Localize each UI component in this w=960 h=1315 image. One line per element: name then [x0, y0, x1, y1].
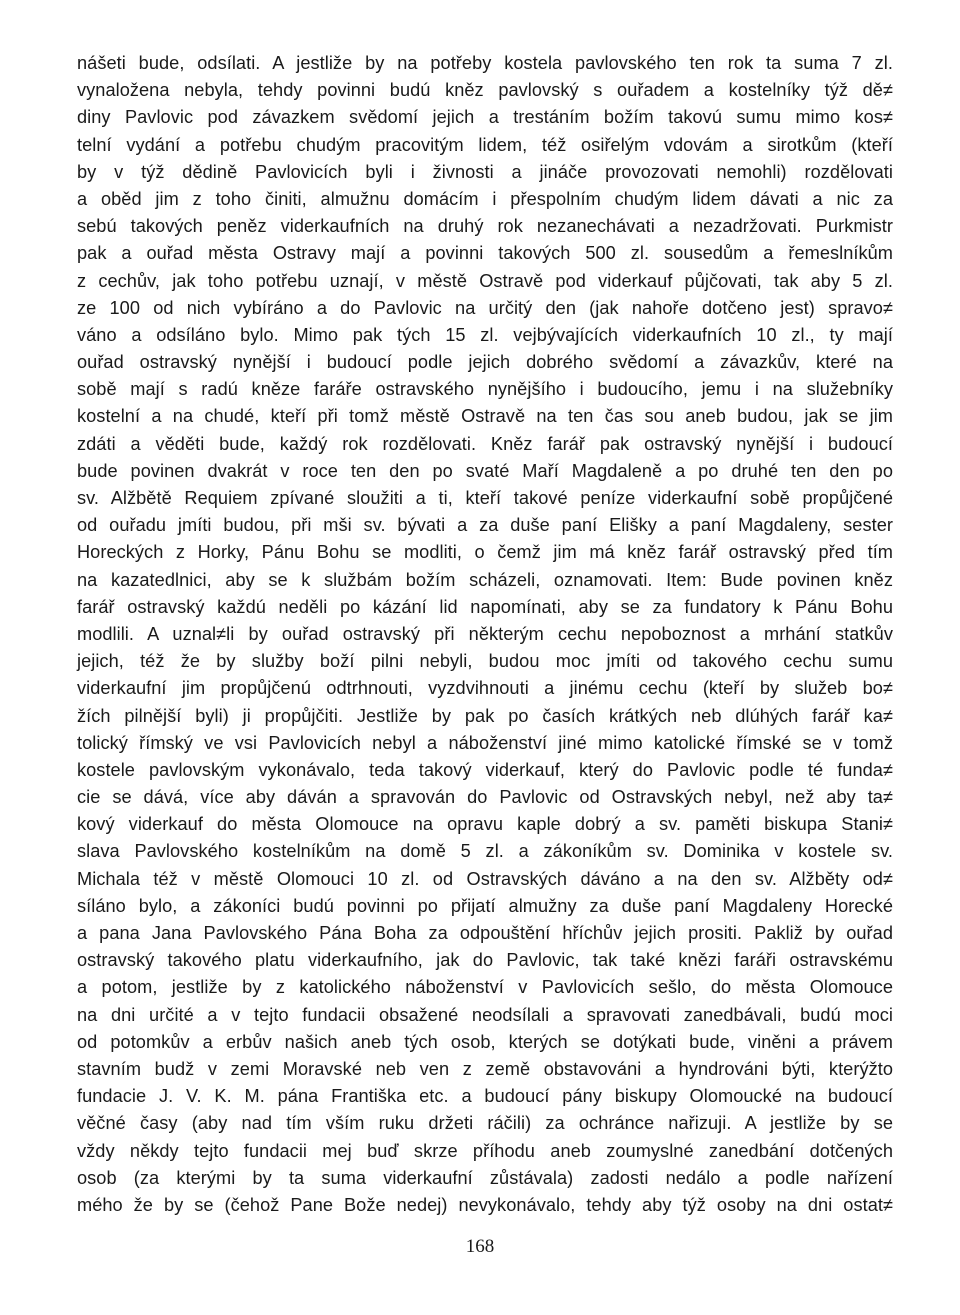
text-line: od ouřadu jmíti budou, při mši sv. bývati a za duše paní Elišky a paní Magdaleny, sester	[77, 515, 893, 536]
text-line: Horeckých z Horky, Pánu Bohu se modliti, o čemž jim má kněz farář ostravský před tím	[77, 542, 893, 563]
text-line: viderkaufní jim propůjčenú odtrhnouti, vyzdvihnouti a jinému cechu (kteří by služeb bo≠	[77, 678, 893, 699]
text-line: síláno bylo, a zákoníci budú povinni po přijatí almužny za duše paní Magdaleny Horecké	[77, 895, 893, 916]
text-line: a pana Jana Pavlovského Pána Boha za odpouštění hříchův jejich prositi. Pakliž by ouřad	[77, 923, 893, 943]
text-line: telní vydání a potřebu chudým pracovitým lidem, též osiřelým vdovám a sirotkům (kteří	[77, 134, 893, 155]
text-line: sebú takových peněz viderkaufních na druhý rok nezanechávati a nezadržovati. Purkmistr	[77, 216, 893, 237]
text-line: Michala též v městě Olomouci 10 zl. od Ostravských dáváno a na den sv. Alžběty od≠	[77, 868, 893, 889]
text-line: sobě mají s radú kněze faráře ostravského nynějšího i budoucího, jemu i na služebníky	[77, 379, 893, 400]
text-line: vždy někdy tejto fundacii mej buď skrze příhodu aneb zoumyslné zanedbání dotčených	[77, 1140, 893, 1161]
text-line: na kazatedlnici, aby se k službám božím scházeli, oznamovati. Item: Bude povinen kněz	[77, 569, 893, 590]
text-line: cie se dává, více aby dáván a spravován do Pavlovic od Ostravských nebyl, než aby ta≠	[77, 787, 893, 808]
text-line: bude povinen dvakrát v roce ten den po svaté Maří Magdaleně a po druhé ten den po	[77, 460, 893, 481]
text-line: žích pilnější byli) ji propůjčiti. Jestliže by pak po časích krátkých neb dlúhých farář ka≠	[77, 705, 893, 726]
text-line: sv. Alžbětě Requiem zpívané sloužiti a ti, kteří takové peníze viderkaufní sobě propůjčené	[77, 488, 893, 508]
text-line: od potomkův a erbův našich aneb tých osob, kterých se dotýkati bude, viněni a právem	[77, 1031, 893, 1052]
text-line: diny Pavlovic pod závazkem svědomí jejich a trestáním božím takovú sumu mimo kos≠	[77, 107, 893, 128]
text-line: na dni určité a v tejto fundacii obsažené neodsílali a spravovati zanedbávali, budú moci	[77, 1004, 893, 1025]
text-line: věčné časy (aby nad tím vším ruku držeti ráčili) za ochránce nařizuji. A jestliže by se	[77, 1113, 893, 1134]
text-line: by v týž dědině Pavlovicích byli i živnosti a jináče provozovati nemohli) rozdělovati	[77, 161, 893, 182]
text-line: váno a odsíláno bylo. Mimo pak tých 15 zl. vejbývajících viderkaufních 10 zl., ty mají	[77, 324, 893, 345]
text-line: ze 100 od nich vybíráno a do Pavlovic na určitý den (jak nahoře dotčeno jest) spravo≠	[77, 297, 893, 318]
body-text	[77, 50, 893, 1219]
page-number: 168	[465, 1236, 495, 1257]
text-line: a potom, jestliže by z katolického náboženství v Pavlovicích sešlo, do města Olomouce	[77, 977, 893, 998]
text-line: slava Pavlovského kostelníkům na domě 5 zl. a zákoníkům sv. Dominika v kostele sv.	[77, 841, 893, 862]
text-line: tolický římský ve vsi Pavlovicích nebyl a náboženství jiné mimo katolické římské se v tomž	[77, 732, 893, 753]
text-line: ouřad ostravský nynější i budoucí podle jejich dobrého svědomí a závazkův, které na	[77, 352, 893, 373]
text-line: kostelní a na chudé, kteří při tomž městě Ostravě na ten čas sou aneb budou, jak se jim	[77, 406, 893, 427]
text-line: kový viderkauf do města Olomouce na opravu kaple dobrý a sv. paměti biskupa Stani≠	[77, 814, 893, 835]
text-line: stavním budž v zemi Moravské neb ven z země obstavováni a hyndrováni býti, kterýžto	[77, 1058, 893, 1079]
text-line: mého že by se (čehož Pane Bože nedej) nevykonávalo, tehdy aby týž osoby na dni ostat≠	[77, 1194, 893, 1215]
text-line: z cechův, jak toho potřebu uznají, v městě Ostravě pod viderkauf půjčovati, tak aby 5 zl.	[77, 270, 893, 291]
text-line: ostravský takového platu viderkaufního, jak do Pavlovic, tak také knězi faráři ostravskému	[77, 950, 893, 971]
text-line: nášeti bude, odsílati. A jestliže by na potřeby kostela pavlovského ten rok ta suma 7 zl.	[77, 53, 893, 73]
text-line: pak a ouřad města Ostravy mají a povinni takových 500 zl. sousedům a řemeslníkům	[77, 243, 893, 264]
text-line: zdáti a věděti bude, každý rok rozdělovati. Kněz farář pak ostravský nynější i budoucí	[77, 433, 893, 454]
text-line: vynaložena nebyla, tehdy povinni budú kněz pavlovský s ouřadem a kostelníky týž dě≠	[77, 80, 893, 101]
text-line: fundacie J. V. K. M. pána Františka etc. a budoucí pány biskupy Olomoucké na budoucí	[77, 1086, 893, 1107]
text-line: osob (za kterými by ta suma viderkaufní zůstávala) zadosti nedálo a podle nařízení	[77, 1167, 893, 1188]
text-line: jejich, též že by služby boží pilni nebyli, budou moc jmíti od takového cechu sumu	[77, 651, 893, 672]
text-line: modlili. A uznal≠li by ouřad ostravský při některým cechu nepoboznost a mrhání statkův	[77, 623, 893, 644]
text-line: farář ostravský každú neděli po kázání lid napomínati, aby se za fundatory k Pánu Bohu	[77, 596, 893, 617]
text-line: a oběd jim z toho činiti, almužnu domácím i přespolním chudým lidem dávati a nic za	[77, 188, 893, 209]
text-line: kostele pavlovským vykonávalo, teda takový viderkauf, který do Pavlovic podle té funda≠	[77, 759, 893, 780]
